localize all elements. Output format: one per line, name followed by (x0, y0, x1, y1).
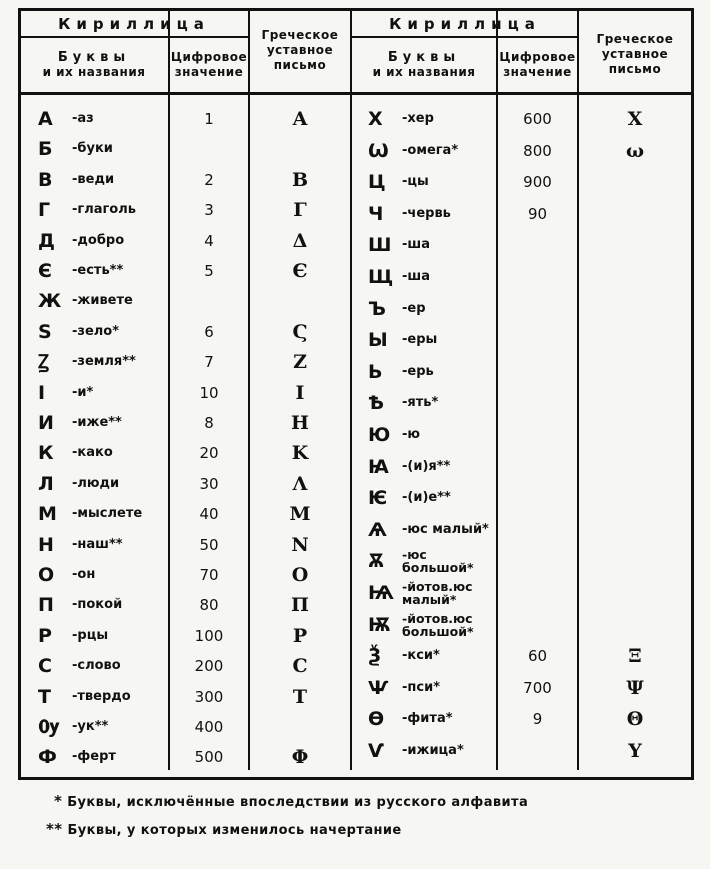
header-underline-left (20, 36, 250, 38)
table-row (0, 262, 710, 292)
letter-name: -ша (402, 237, 430, 253)
cyrillic-glyph: П (38, 594, 54, 617)
footnote-double-star-mark: ** (46, 820, 63, 838)
digital-value: 500 (194, 748, 224, 767)
letter-name: -хер (402, 111, 434, 126)
footnote-changed-text: Буквы, у которых изменилось начертание (67, 823, 402, 838)
table-row (0, 230, 710, 260)
cyrillic-glyph: Р (38, 624, 52, 647)
cyrillic-glyph: Х (368, 108, 383, 130)
letter-name: -еры (402, 332, 438, 348)
digital-value: 9 (532, 710, 543, 729)
letter-name: -люди (72, 475, 120, 491)
letter-name: -живете (72, 293, 133, 309)
letter-name: -ша (402, 269, 430, 284)
letter-name: -(и)я** (402, 458, 451, 474)
digital-value: 80 (199, 596, 219, 615)
letter-name: -йотов.юс большой* (402, 610, 474, 639)
table-row (0, 704, 710, 734)
letter-name: -ферт (72, 749, 116, 765)
greek-letter: Ι (295, 381, 305, 404)
header-digital-line1: Цифровое (170, 50, 248, 64)
table-row (0, 578, 710, 608)
digital-value: 10 (199, 383, 219, 402)
cyrillic-glyph: Ѡ (368, 139, 389, 162)
letter-name: -фита* (402, 711, 453, 727)
letter-name: -ю (402, 427, 421, 442)
footnote-excluded-text: Буквы, исключённые впоследствии из русского алфавита (67, 795, 529, 810)
cyrillic-glyph: Ѫ (368, 550, 385, 573)
greek-letter: Ο (291, 564, 309, 586)
letter-name: -мыслете (72, 506, 143, 522)
greek-letter: Μ (289, 503, 311, 526)
greek-letter: Θ (626, 708, 644, 731)
cyrillic-glyph: Ꙁ (38, 351, 49, 374)
cyrillic-glyph: С (38, 655, 52, 678)
cyrillic-glyph: И (38, 412, 54, 434)
table-row (0, 546, 710, 576)
greek-letter: Ζ (293, 351, 307, 374)
greek-letter: Υ (628, 740, 642, 762)
cyrillic-glyph: Т (38, 685, 51, 708)
greek-letter: ω (625, 139, 645, 162)
cyrillic-glyph: Ы (368, 329, 388, 352)
greek-letter: Χ (627, 108, 643, 130)
cyrillic-glyph: Ц (368, 171, 386, 194)
header-letters-sub: и их названия (372, 65, 476, 79)
greek-letter: Ψ (626, 676, 644, 699)
cyrillic-glyph: Ѥ (368, 487, 388, 510)
digital-value: 100 (194, 626, 224, 645)
digital-value: 70 (199, 566, 219, 584)
cyrillic-glyph: Б (38, 138, 53, 161)
cyrillic-glyph: Ч (368, 202, 384, 225)
header-underline-right (351, 36, 579, 38)
cyrillic-glyph: Ѹ (38, 716, 60, 738)
letter-name: -пси* (402, 679, 440, 695)
cyrillic-glyph: Ѯ (368, 645, 382, 668)
letter-name: -добро (72, 232, 125, 248)
letter-name: -цы (402, 174, 429, 190)
digital-value: 700 (523, 678, 552, 697)
table-row (0, 420, 710, 450)
table-row (0, 673, 710, 703)
letter-name: -покой (72, 597, 123, 613)
header-greek-line1: Греческое (596, 31, 674, 46)
table-row (0, 610, 710, 640)
table-row (0, 167, 710, 197)
cyrillic-glyph: Ѧ (368, 518, 387, 541)
letter-name: -како (72, 445, 113, 461)
cyrillic-glyph: І (38, 381, 46, 404)
digital-value: 30 (199, 474, 219, 493)
table-row (0, 515, 710, 545)
cyrillic-glyph: Ж (38, 290, 62, 313)
letter-name: -рцы (72, 627, 109, 643)
cyrillic-glyph: Н (38, 533, 54, 556)
greek-letter: Λ (292, 472, 308, 495)
header-digital-line2: значение (174, 65, 244, 79)
digital-value: 200 (194, 657, 224, 676)
digital-value: 4 (204, 231, 214, 250)
cyrillic-glyph: Ѱ (368, 676, 389, 699)
cyrillic-glyph: Ѕ (38, 320, 52, 343)
letter-name: -глаголь (72, 202, 136, 218)
cyrillic-glyph: О (38, 564, 55, 586)
cyrillic-glyph: Ѣ (368, 392, 384, 415)
digital-value: 8 (204, 414, 214, 432)
greek-letter: Η (291, 412, 309, 434)
cyrillic-glyph: Ѳ (368, 708, 385, 731)
digital-value: 40 (199, 505, 219, 524)
greek-letter: Β (291, 168, 309, 191)
header-digital-right (498, 40, 577, 90)
greek-letter: Є (292, 260, 308, 282)
letter-name: -ижица* (402, 743, 464, 758)
table-row (0, 452, 710, 482)
cyrillic-glyph: А (38, 108, 53, 130)
greek-letter: Τ (292, 685, 308, 708)
greek-letter: Α (292, 108, 308, 130)
table-row (0, 483, 710, 513)
digital-value: 20 (199, 444, 219, 463)
cyrillic-glyph: Л (38, 472, 54, 495)
digital-value: 1 (204, 110, 214, 128)
header-greek-line2: уставное (601, 46, 669, 61)
header-digital-line2: значение (503, 65, 572, 79)
cyrillic-glyph: Ф (38, 746, 57, 769)
letter-name: -кси* (402, 648, 440, 664)
letter-name: -йотов.юс малый* (402, 579, 473, 607)
header-greek-line3: письмо (608, 61, 662, 76)
header-letters-right (352, 40, 496, 90)
digital-value: 5 (204, 262, 214, 280)
table-row (0, 357, 710, 387)
table-row (0, 736, 710, 766)
greek-letter: Π (291, 594, 309, 617)
letter-name: -твердо (72, 688, 131, 704)
header-greek-line1: Греческое (261, 27, 339, 42)
table-row (0, 104, 710, 134)
letter-name: -омега* (402, 142, 459, 158)
letter-name: -и* (72, 384, 94, 400)
header-greek-right (579, 22, 691, 86)
table-row (0, 641, 710, 671)
letter-name: -юс малый* (402, 521, 489, 537)
cyrillic-glyph: Щ (368, 266, 394, 288)
footnote-star-mark: * (54, 792, 63, 810)
digital-value: 300 (194, 687, 224, 706)
header-letters-left (20, 40, 168, 90)
greek-letter: Κ (291, 442, 309, 465)
letter-name: -аз (72, 111, 94, 126)
cyrillic-glyph: Ш (368, 234, 392, 257)
cyrillic-glyph: М (38, 503, 57, 526)
letter-name: -ять* (402, 395, 439, 411)
letter-name: -он (72, 567, 96, 582)
cyrillic-glyph: В (38, 168, 53, 191)
digital-value: 600 (523, 110, 552, 128)
greek-letter: Ρ (292, 624, 308, 647)
header-letters-sub: и их названия (42, 65, 146, 79)
cyrillic-glyph: Г (38, 199, 51, 222)
letter-name: -буки (72, 141, 113, 157)
digital-value: 3 (204, 201, 214, 220)
cyrillic-glyph: Ю (368, 424, 391, 446)
cyrillic-glyph: Ѭ (368, 613, 392, 636)
letter-name: -наш** (72, 536, 123, 552)
cyrillic-glyph: Ь (368, 360, 383, 383)
digital-value: 2 (204, 170, 214, 189)
letter-name: -ер (402, 300, 426, 316)
letter-name: -есть** (72, 263, 124, 278)
cyrillic-glyph: Ѵ (368, 740, 385, 762)
cyrillic-glyph: Ъ (368, 297, 386, 320)
digital-value: 90 (527, 204, 548, 223)
greek-letter: Ν (291, 533, 309, 556)
cyrillic-glyph: Є (38, 260, 52, 282)
footnote-excluded (54, 792, 528, 810)
table-row (0, 199, 710, 229)
letter-name: -веди (72, 171, 115, 187)
header-bottom-rule (20, 92, 692, 95)
greek-letter: С (292, 655, 308, 678)
letter-name: -земля** (72, 354, 136, 370)
greek-letter: Γ (293, 199, 307, 222)
cyrillic-glyph: Ꙗ (368, 455, 389, 478)
header-cyrillic-left: Кириллица (58, 14, 210, 33)
table-row (0, 136, 710, 166)
digital-value: 7 (204, 353, 214, 372)
letter-name: -юс большой* (402, 547, 474, 576)
table-row (0, 294, 710, 324)
digital-value: 800 (523, 141, 552, 160)
digital-value: 50 (199, 535, 219, 554)
greek-letter: Δ (292, 229, 308, 252)
letter-name: -(и)е** (402, 490, 451, 506)
header-greek-left (250, 18, 350, 82)
letter-name: -слово (72, 658, 121, 674)
letter-name: -зело* (72, 323, 120, 339)
digital-value: 900 (523, 173, 552, 192)
table-row (0, 325, 710, 355)
header-letters-label: Буквы (387, 50, 461, 65)
digital-value: 6 (204, 322, 214, 341)
header-greek-line2: уставное (266, 42, 334, 57)
greek-letter: Ξ (628, 645, 642, 668)
letter-name: -червь (402, 205, 451, 221)
letter-name: -иже** (72, 415, 122, 430)
cyrillic-glyph: Д (38, 229, 55, 252)
footnote-changed (46, 820, 402, 838)
header-digital-left (170, 40, 248, 90)
cyrillic-glyph: К (38, 442, 54, 465)
letter-name: -ерь (402, 363, 434, 379)
greek-letter: Ϛ (292, 320, 308, 343)
header-letters-label: Буквы (57, 50, 131, 65)
header-greek-line3: письмо (273, 57, 327, 72)
table-row (0, 388, 710, 418)
digital-value: 60 (527, 647, 548, 666)
greek-letter: Φ (291, 746, 309, 769)
cyrillic-glyph: Ѩ (368, 582, 394, 604)
header-cyrillic-right: Кириллица (389, 14, 541, 33)
letter-name: -ук** (72, 719, 109, 734)
digital-value: 400 (194, 718, 224, 736)
header-digital-line1: Цифровое (499, 50, 576, 64)
